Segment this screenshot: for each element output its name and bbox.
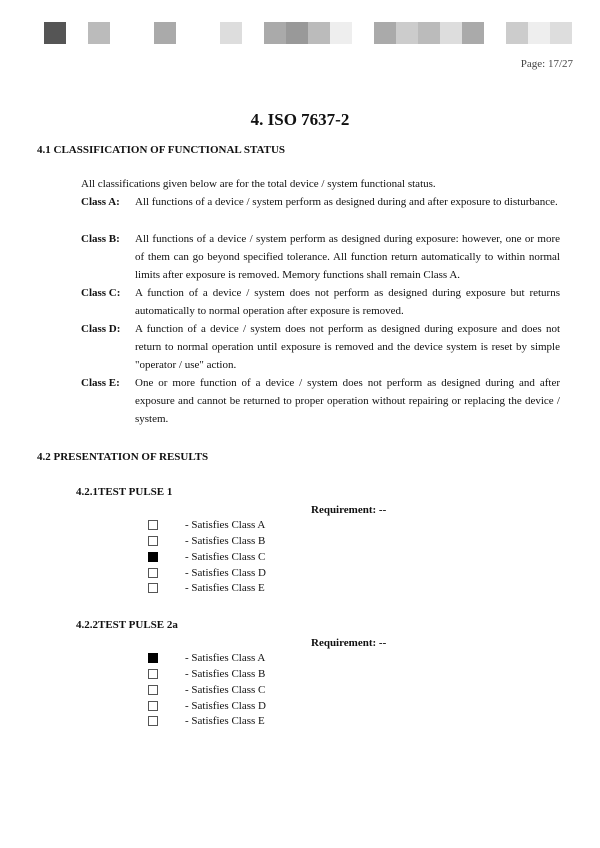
option-label: - Satisfies Class D <box>185 700 266 712</box>
header-block <box>462 22 484 44</box>
header-block <box>418 22 440 44</box>
option-label: - Satisfies Class D <box>185 567 266 579</box>
checkbox-unchecked[interactable] <box>148 536 158 546</box>
class-label: Class C: <box>81 287 121 299</box>
header-block <box>506 22 528 44</box>
header-block <box>528 22 550 44</box>
class-description: All functions of a device / system perform as designed during and after exposure to disturbance. <box>135 196 558 208</box>
header-block <box>440 22 462 44</box>
redacted-header-logo <box>44 22 574 44</box>
checkbox-checked[interactable] <box>148 552 158 562</box>
test-pulse-1-requirement: Requirement: -- <box>311 504 387 516</box>
header-block <box>286 22 308 44</box>
header-block <box>44 22 66 44</box>
classification-intro: All classifications given below are for the total device / system functional status. <box>81 178 436 190</box>
header-block <box>374 22 396 44</box>
header-block <box>220 22 242 44</box>
class-description: A function of a device / system does not perform as designed during exposure and does not return to normal operation until exposure is removed and the device system is reset by simple "operator / use" action. <box>135 323 560 371</box>
class-description: A function of a device / system does not perform as designed during exposure but returns automatically to normal operation after exposure is removed. <box>135 287 560 317</box>
section-heading-4-1: 4.1 CLASSIFICATION OF FUNCTIONAL STATUS <box>37 144 286 156</box>
class-description: One or more function of a device / system does not perform as designed during and after exposure and cannot be returned to proper operation without repairing or replacing the device / system. <box>135 377 560 425</box>
test-pulse-2a-heading: 4.2.2TEST PULSE 2a <box>76 619 178 631</box>
header-block <box>396 22 418 44</box>
class-label: Class A: <box>81 196 120 208</box>
class-label: Class D: <box>81 323 121 335</box>
option-label: - Satisfies Class E <box>185 715 265 727</box>
header-block <box>264 22 286 44</box>
option-label: - Satisfies Class C <box>185 684 266 696</box>
class-description: All functions of a device / system perform as designed during exposure: however, one or more of them can go beyond specified tolerance. All function return automatically to within normal limits after exposure is removed. Memory functions shall remain Class A. <box>135 233 560 281</box>
header-block <box>330 22 352 44</box>
class-label: Class B: <box>81 233 120 245</box>
test-pulse-1-heading: 4.2.1TEST PULSE 1 <box>76 486 173 498</box>
section-heading-4-2: 4.2 PRESENTATION OF RESULTS <box>37 451 209 463</box>
page-number: Page: 17/27 <box>520 58 573 70</box>
checkbox-unchecked[interactable] <box>148 568 158 578</box>
header-block <box>154 22 176 44</box>
checkbox-unchecked[interactable] <box>148 701 158 711</box>
test-pulse-2a-requirement: Requirement: -- <box>311 637 387 649</box>
option-label: - Satisfies Class A <box>185 652 266 664</box>
checkbox-checked[interactable] <box>148 653 158 663</box>
option-label: - Satisfies Class C <box>185 551 266 563</box>
header-block <box>550 22 572 44</box>
option-label: - Satisfies Class A <box>185 519 266 531</box>
checkbox-unchecked[interactable] <box>148 583 158 593</box>
checkbox-unchecked[interactable] <box>148 669 158 679</box>
header-block <box>88 22 110 44</box>
checkbox-unchecked[interactable] <box>148 520 158 530</box>
checkbox-unchecked[interactable] <box>148 685 158 695</box>
option-label: - Satisfies Class B <box>185 535 266 547</box>
header-block <box>308 22 330 44</box>
option-label: - Satisfies Class E <box>185 582 265 594</box>
class-label: Class E: <box>81 377 120 389</box>
checkbox-unchecked[interactable] <box>148 716 158 726</box>
page-title: 4. ISO 7637-2 <box>250 110 350 129</box>
option-label: - Satisfies Class B <box>185 668 266 680</box>
